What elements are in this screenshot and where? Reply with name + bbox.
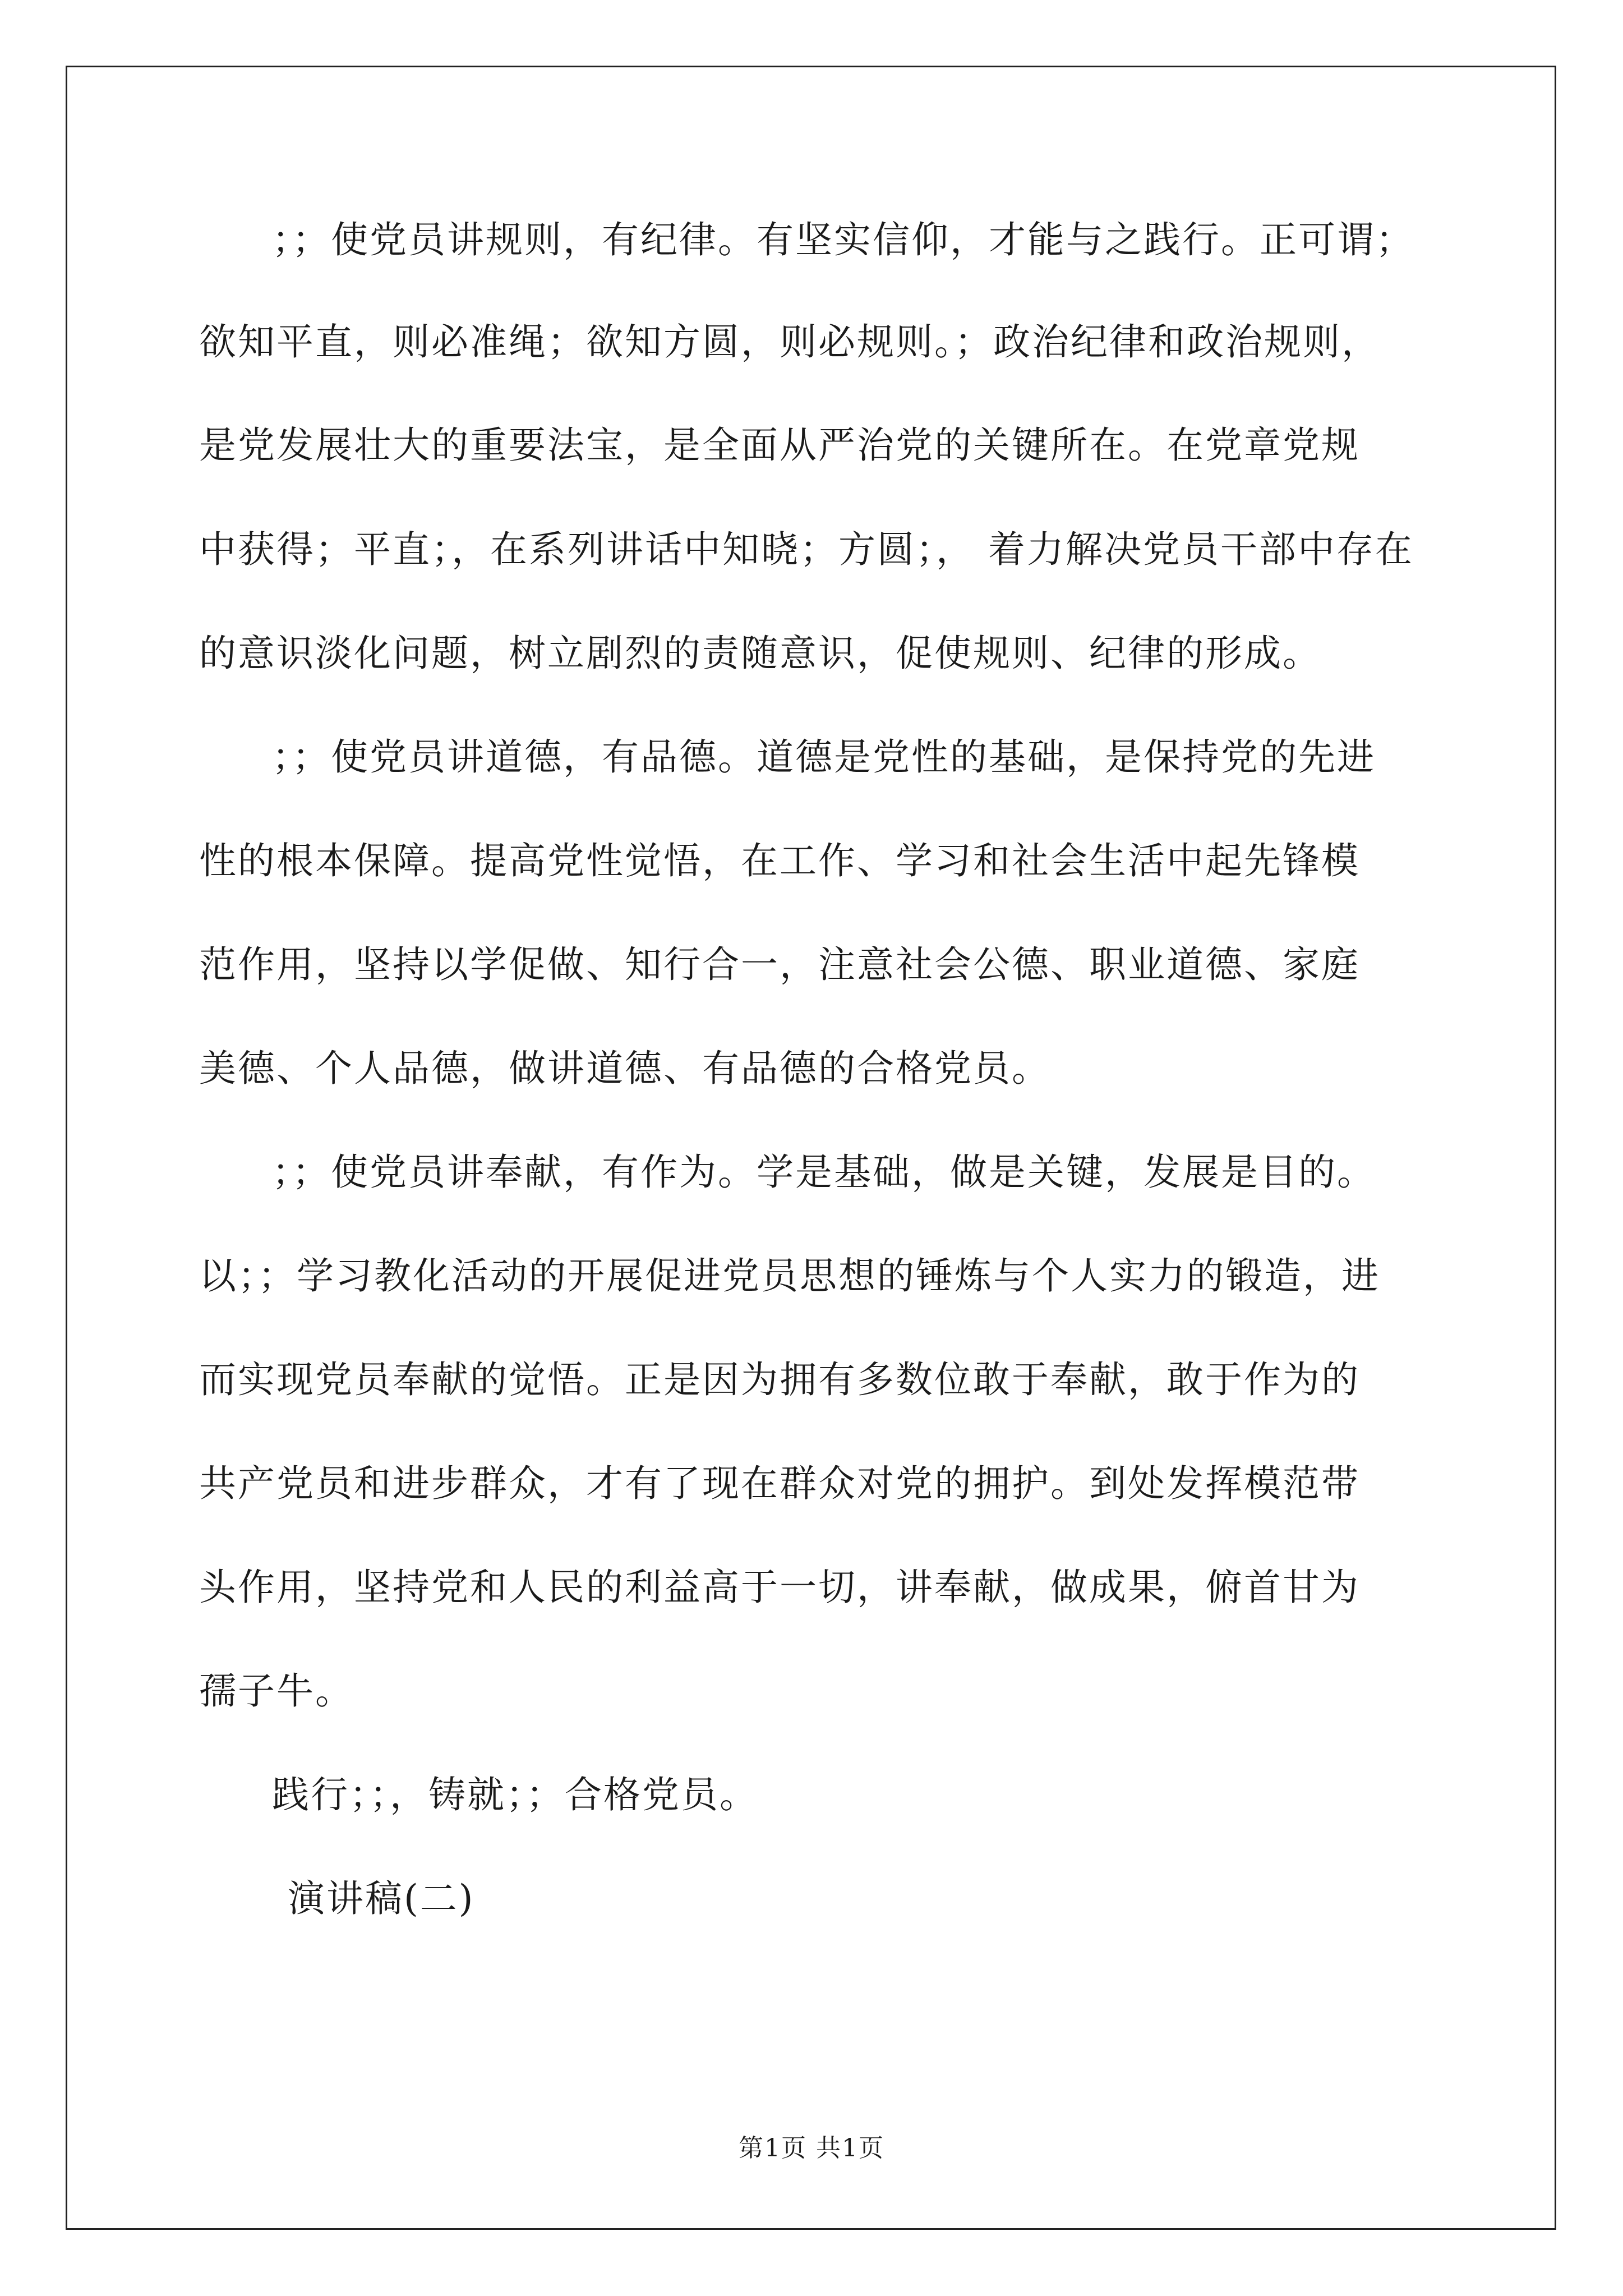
paragraph-4-line-1: 践行；；，铸就；；合格党员。	[272, 1773, 758, 1816]
paragraph-2-line-4: 美德、个人品德，做讲道德、有品德的合格党员。	[199, 1047, 1050, 1090]
paragraph-1-line-1: ；；使党员讲规则，有纪律。有坚实信仰，才能与之践行。正可谓；	[272, 218, 1414, 261]
paragraph-3-line-4: 共产党员和进步群众，才有了现在群众对党的拥护。到处发挥模范带	[199, 1462, 1360, 1505]
paragraph-1-line-3: 是党发展壮大的重要法宝，是全面从严治党的关键所在。在党章党规	[199, 424, 1360, 467]
paragraph-3-line-3: 而实现党员奉献的觉悟。正是因为拥有多数位敢于奉献，敢于作为的	[199, 1358, 1360, 1401]
paragraph-2-line-2: 性的根本保障。提高党性觉悟，在工作、学习和社会生活中起先锋模	[199, 839, 1360, 882]
paragraph-1-line-4: 中获得；平直；，在系列讲话中知晓；方圆；， 着力解决党员干部中存在	[199, 528, 1414, 571]
section-heading: 演讲稿(二)	[288, 1877, 475, 1920]
paragraph-3-line-6: 孺子牛。	[199, 1669, 354, 1713]
paragraph-1-line-2: 欲知平直，则必准绳；欲知方圆，则必规则。；政治纪律和政治规则，	[199, 320, 1380, 364]
page-footer: 第1页 共1页	[739, 2134, 884, 2162]
paragraph-3-line-2: 以；；学习教化活动的开展促进党员思想的锤炼与个人实力的锻造，进	[199, 1254, 1380, 1297]
paragraph-1-line-5: 的意识淡化问题，树立剧烈的责随意识，促使规则、纪律的形成。	[199, 632, 1321, 675]
paragraph-2-line-3: 范作用，坚持以学促做、知行合一，注意社会公德、职业道德、家庭	[199, 943, 1360, 986]
paragraph-3-line-5: 头作用，坚持党和人民的利益高于一切，讲奉献，做成果，俯首甘为	[199, 1566, 1360, 1609]
paragraph-3-line-1: ；；使党员讲奉献，有作为。学是基础，做是关键，发展是目的。	[272, 1151, 1376, 1194]
paragraph-2-line-1: ；；使党员讲道德，有品德。道德是党性的基础，是保持党的先进	[272, 735, 1376, 779]
